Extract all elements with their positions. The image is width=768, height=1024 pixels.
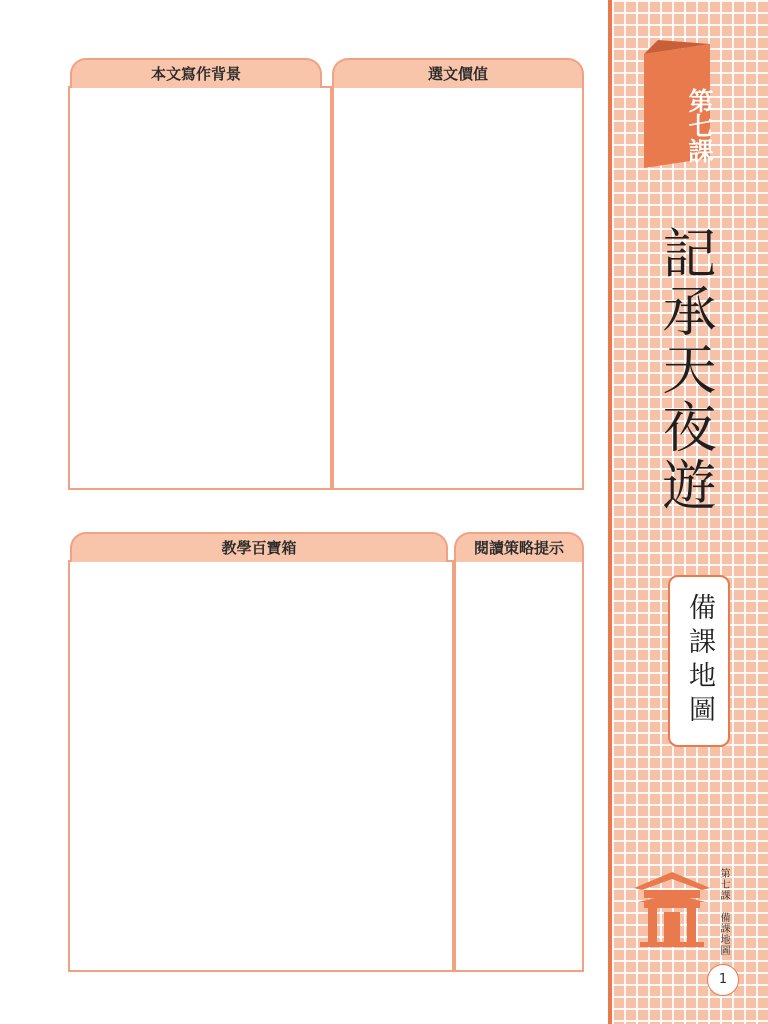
footer-lesson-label: 第七課 備課地圖 — [718, 868, 729, 956]
teaching-header: 教學百寶箱 — [70, 532, 448, 562]
value-text — [342, 96, 574, 480]
pavilion-icon — [630, 868, 714, 948]
strategy-text — [464, 570, 574, 962]
lesson-title: 記承天夜遊 — [654, 225, 717, 515]
strategy-header: 閱讀策略提示 — [454, 532, 584, 562]
background-text — [78, 96, 322, 480]
page-number: 1 — [707, 964, 739, 996]
lesson-number-badge — [640, 40, 714, 170]
value-header: 選文價值 — [332, 58, 584, 88]
lesson-plan-label: 備課地圖 — [668, 575, 730, 747]
background-header: 本文寫作背景 — [70, 58, 322, 88]
sidebar-divider — [608, 0, 612, 1024]
teaching-text — [78, 570, 444, 962]
lesson-number: 第七課 — [685, 88, 714, 163]
